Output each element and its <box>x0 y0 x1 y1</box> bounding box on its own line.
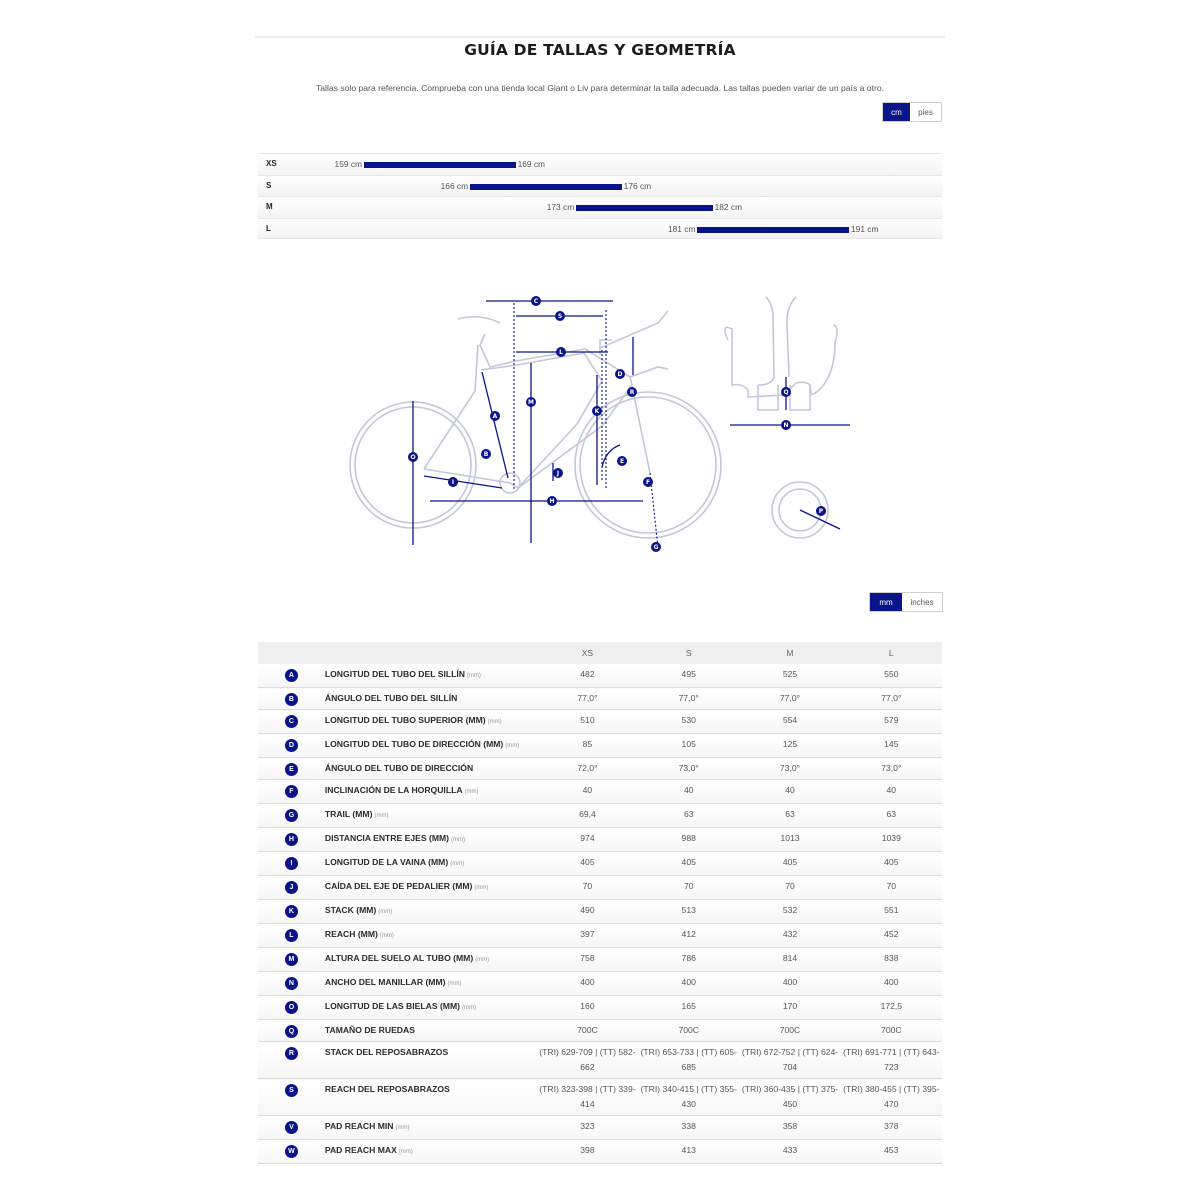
svg-text:G: G <box>653 544 659 551</box>
measure-unit: (mm) <box>474 885 489 891</box>
size-row <box>258 175 942 197</box>
svg-text:M: M <box>528 399 534 406</box>
measure-letter-badge: S <box>285 1084 298 1097</box>
measure-markers <box>408 296 826 552</box>
geometry-unit-toggle <box>869 592 943 612</box>
table-cell: 482 <box>537 664 638 688</box>
table-cell: 838 <box>841 948 942 972</box>
table-row <box>258 852 942 876</box>
table-row <box>258 804 942 828</box>
table-cell: 974 <box>537 828 638 852</box>
size-min-height: 173 cm <box>546 202 575 212</box>
table-cell: (TRI) 653-733 | (TT) 605-685 <box>638 1042 739 1079</box>
table-cell: (TRI) 323-398 | (TT) 339-414 <box>537 1079 638 1116</box>
table-cell: 378 <box>841 1116 942 1140</box>
table-cell: 551 <box>841 900 942 924</box>
measure-name: PAD REACH MIN <box>324 1121 394 1131</box>
svg-text:S: S <box>557 313 563 320</box>
table-cell: 513 <box>638 900 739 924</box>
measure-unit: (mm) <box>450 861 465 867</box>
table-cell: 77,0° <box>638 688 739 710</box>
measure-unit: (mm) <box>378 909 393 915</box>
table-cell: 554 <box>739 710 840 734</box>
table-cell: 490 <box>537 900 638 924</box>
table-cell: 63 <box>739 804 840 828</box>
page-subtitle: Tallas solo para referencia. Comprueba con una tienda local Giant o Liv para determinar la talla adecuada. Las tallas pueden variar de un país a otro. <box>315 83 884 93</box>
table-row <box>258 1140 942 1164</box>
unit-option-inches[interactable]: inches <box>902 593 942 611</box>
table-cell: 397 <box>537 924 638 948</box>
table-cell: 412 <box>638 924 739 948</box>
measure-letter-badge: A <box>285 669 298 682</box>
table-cell: 405 <box>537 852 638 876</box>
table-cell: 77,0° <box>537 688 638 710</box>
table-cell: 1013 <box>739 828 840 852</box>
table-cell: 700C <box>537 1020 638 1042</box>
size-range-bar <box>470 184 622 190</box>
svg-text:P: P <box>818 508 824 515</box>
table-cell: 413 <box>638 1140 739 1164</box>
table-cell: 85 <box>537 734 638 758</box>
column-header-l: L <box>841 642 942 664</box>
measure-unit: (mm) <box>466 673 481 679</box>
measure-name: REACH (MM) <box>324 929 378 939</box>
measure-letter-badge: H <box>285 833 298 846</box>
svg-text:A: A <box>492 413 498 420</box>
table-cell: 125 <box>739 734 840 758</box>
table-cell: 170 <box>739 996 840 1020</box>
table-cell: 814 <box>739 948 840 972</box>
measure-unit: (mm) <box>505 743 520 749</box>
measure-name: LONGITUD DE LA VAINA (MM) <box>324 857 449 867</box>
table-cell: 530 <box>638 710 739 734</box>
table-cell: 400 <box>638 972 739 996</box>
measure-name: TRAIL (MM) <box>324 809 373 819</box>
measure-unit: (mm) <box>475 957 490 963</box>
table-cell: 63 <box>638 804 739 828</box>
table-cell: 40 <box>638 780 739 804</box>
table-cell: 40 <box>841 780 942 804</box>
table-cell: 70 <box>537 876 638 900</box>
table-row <box>258 1020 942 1042</box>
size-label: S <box>266 180 272 190</box>
table-cell: 323 <box>537 1116 638 1140</box>
page-title: GUÍA DE TALLAS Y GEOMETRÍA <box>464 41 736 59</box>
bike-outline <box>350 297 837 538</box>
table-cell: 700C <box>739 1020 840 1042</box>
measure-name: REACH DEL REPOSABRAZOS <box>324 1084 450 1094</box>
table-row <box>258 900 942 924</box>
measure-letter-badge: R <box>285 1047 298 1060</box>
measure-name: ÁNGULO DEL TUBO DEL SILLÍN <box>324 693 458 703</box>
svg-text:I: I <box>451 479 455 486</box>
table-cell: 69,4 <box>537 804 638 828</box>
table-cell: 433 <box>739 1140 840 1164</box>
unit-option-cm[interactable]: cm <box>883 103 910 121</box>
measure-letter-badge: G <box>285 809 298 822</box>
table-cell: 73,0° <box>841 758 942 780</box>
table-cell: 510 <box>537 710 638 734</box>
table-cell: 73,0° <box>638 758 739 780</box>
measure-unit: (mm) <box>451 837 466 843</box>
table-row <box>258 664 942 688</box>
table-row <box>258 758 942 780</box>
size-min-height: 166 cm <box>440 180 469 191</box>
table-cell: (TRI) 360-435 | (TT) 375-450 <box>739 1079 840 1116</box>
table-row <box>258 710 942 734</box>
measure-letter-badge: J <box>285 881 298 894</box>
measure-name: LONGITUD DEL TUBO SUPERIOR (MM) <box>324 715 486 725</box>
size-label: M <box>266 202 273 211</box>
table-cell: 550 <box>841 664 942 688</box>
measure-letter-badge: E <box>285 763 298 776</box>
table-row <box>258 996 942 1020</box>
bike-geometry-diagram <box>340 285 860 565</box>
measure-letter-badge: Q <box>285 1025 298 1038</box>
table-cell: 73,0° <box>739 758 840 780</box>
unit-option-feet[interactable]: pies <box>910 103 941 121</box>
table-row <box>258 876 942 900</box>
measure-letter-badge: N <box>285 977 298 990</box>
geometry-table <box>258 642 942 1164</box>
measure-unit: (mm) <box>374 813 389 819</box>
size-max-height: 169 cm <box>517 159 546 169</box>
table-cell: 495 <box>638 664 739 688</box>
measure-name: STACK DEL REPOSABRAZOS <box>324 1047 449 1057</box>
measure-name: ALTURA DEL SUELO AL TUBO (MM) <box>324 953 474 963</box>
table-cell: 70 <box>841 876 942 900</box>
svg-text:J: J <box>556 470 560 477</box>
table-cell: 63 <box>841 804 942 828</box>
table-cell: 172,5 <box>841 996 942 1020</box>
table-row <box>258 948 942 972</box>
measure-unit: (mm) <box>379 933 394 939</box>
table-cell: 77,0° <box>739 688 840 710</box>
svg-text:E: E <box>619 458 625 465</box>
column-header-m: M <box>739 642 840 664</box>
svg-text:Q: Q <box>783 389 789 396</box>
table-cell: 400 <box>841 972 942 996</box>
svg-text:O: O <box>410 454 416 461</box>
table-cell: 160 <box>537 996 638 1020</box>
column-header-xs: XS <box>537 642 638 664</box>
table-cell: 453 <box>841 1140 942 1164</box>
table-row <box>258 972 942 996</box>
measure-name: LONGITUD DEL TUBO DE DIRECCIÓN (MM) <box>324 739 504 749</box>
table-cell: 579 <box>841 710 942 734</box>
measure-letter-badge: M <box>285 953 298 966</box>
measure-unit: (mm) <box>395 1125 410 1131</box>
measure-letter-badge: I <box>285 857 298 870</box>
svg-text:D: D <box>617 371 623 378</box>
measure-letter-badge: B <box>285 693 298 706</box>
table-cell: 405 <box>739 852 840 876</box>
top-divider <box>255 36 945 38</box>
table-cell: 452 <box>841 924 942 948</box>
measure-name: LONGITUD DEL TUBO DEL SILLÍN <box>324 669 465 679</box>
size-range-bar <box>697 227 849 233</box>
table-cell: 758 <box>537 948 638 972</box>
table-cell: 70 <box>739 876 840 900</box>
size-max-height: 191 cm <box>851 223 879 234</box>
size-range-bar <box>576 205 712 211</box>
measure-letter-badge: L <box>285 929 298 942</box>
measure-name: TAMAÑO DE RUEDAS <box>324 1025 415 1035</box>
measure-name: ANCHO DEL MANILLAR (MM) <box>324 977 446 987</box>
table-row <box>258 828 942 852</box>
table-cell: 40 <box>537 780 638 804</box>
table-cell: 405 <box>638 852 739 876</box>
table-cell: 70 <box>638 876 739 900</box>
table-cell: (TRI) 340-415 | (TT) 355-430 <box>638 1079 739 1116</box>
svg-text:F: F <box>645 479 651 486</box>
table-cell: 145 <box>841 734 942 758</box>
table-cell: 1039 <box>841 828 942 852</box>
table-cell: 338 <box>638 1116 739 1140</box>
size-max-height: 182 cm <box>714 202 743 212</box>
svg-text:B: B <box>483 451 489 458</box>
svg-text:R: R <box>629 389 635 396</box>
table-cell: 77,0° <box>841 688 942 710</box>
measure-letter-badge: K <box>285 905 298 918</box>
table-cell: 700C <box>638 1020 739 1042</box>
measure-name: DISTANCIA ENTRE EJES (MM) <box>324 833 450 843</box>
measure-letter-badge: C <box>285 715 298 728</box>
table-cell: 525 <box>739 664 840 688</box>
measure-unit: (mm) <box>461 1005 476 1011</box>
svg-text:L: L <box>559 349 563 356</box>
size-range-bar <box>364 162 516 168</box>
size-row <box>258 196 942 218</box>
table-cell: (TRI) 629-709 | (TT) 582-662 <box>537 1042 638 1079</box>
svg-text:C: C <box>533 298 539 305</box>
table-cell: 532 <box>739 900 840 924</box>
svg-text:N: N <box>783 422 789 429</box>
table-cell: 40 <box>739 780 840 804</box>
table-cell: 700C <box>841 1020 942 1042</box>
table-cell: 400 <box>537 972 638 996</box>
measure-unit: (mm) <box>487 719 502 725</box>
measure-letter-badge: D <box>285 739 298 752</box>
table-cell: 786 <box>638 948 739 972</box>
unit-option-mm[interactable]: mm <box>870 593 902 611</box>
size-label: L <box>266 223 271 233</box>
measure-letter-badge: O <box>285 1001 298 1014</box>
table-cell: 988 <box>638 828 739 852</box>
size-label: XS <box>266 159 277 168</box>
table-cell: 400 <box>739 972 840 996</box>
measure-name: STACK (MM) <box>324 905 377 915</box>
size-row <box>258 153 942 175</box>
table-row <box>258 688 942 710</box>
table-cell: 105 <box>638 734 739 758</box>
table-row <box>258 780 942 804</box>
measure-letter-badge: V <box>285 1121 298 1134</box>
measure-name: ÁNGULO DEL TUBO DE DIRECCIÓN <box>324 763 474 773</box>
size-min-height: 181 cm <box>667 223 696 234</box>
table-cell: 398 <box>537 1140 638 1164</box>
table-cell: 405 <box>841 852 942 876</box>
height-unit-toggle <box>882 102 942 122</box>
table-row <box>258 1116 942 1140</box>
table-row <box>258 1042 942 1079</box>
table-cell: (TRI) 691-771 | (TT) 643-723 <box>841 1042 942 1079</box>
size-max-height: 176 cm <box>623 180 652 191</box>
size-row <box>258 218 942 240</box>
measure-name: PAD REACH MAX <box>324 1145 397 1155</box>
svg-text:H: H <box>549 498 555 505</box>
measure-letter-badge: F <box>285 785 298 798</box>
measure-name: INCLINACIÓN DE LA HORQUILLA <box>324 785 463 795</box>
table-cell: (TRI) 672-752 | (TT) 624-704 <box>739 1042 840 1079</box>
size-min-height: 159 cm <box>334 159 362 169</box>
measure-unit: (mm) <box>447 981 462 987</box>
measure-name: CAÍDA DEL EJE DE PEDALIER (MM) <box>324 881 473 891</box>
rider-height-chart <box>258 153 942 239</box>
table-cell: (TRI) 380-455 | (TT) 395-470 <box>841 1079 942 1116</box>
svg-text:K: K <box>594 408 600 415</box>
table-cell: 358 <box>739 1116 840 1140</box>
table-row <box>258 734 942 758</box>
measure-name: LONGITUD DE LAS BIELAS (MM) <box>324 1001 460 1011</box>
table-cell: 72,0° <box>537 758 638 780</box>
measure-unit: (mm) <box>464 789 479 795</box>
table-row <box>258 924 942 948</box>
column-header-s: S <box>638 642 739 664</box>
measure-unit: (mm) <box>398 1149 413 1155</box>
geometry-illustration <box>340 285 860 565</box>
geometry-table-header <box>258 642 942 664</box>
table-cell: 165 <box>638 996 739 1020</box>
measure-letter-badge: W <box>285 1145 298 1158</box>
table-row <box>258 1079 942 1116</box>
table-cell: 432 <box>739 924 840 948</box>
